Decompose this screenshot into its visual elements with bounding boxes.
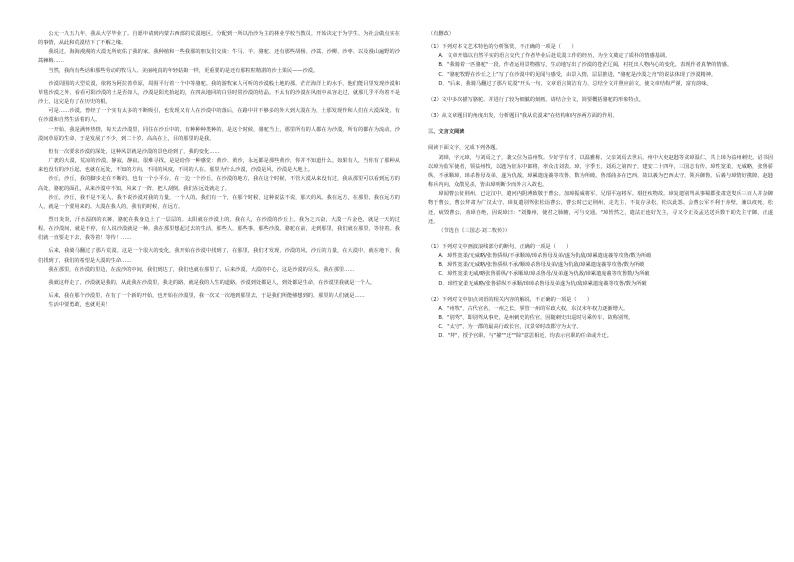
left-paragraph-2: 我说过，海海漫漫的大漠无所庇佑了我的家，我种植和一些我那的朋友们交谈：牛马、羊、骆驼、还有那些胡杨、沙蒿、沙柳、沙枣、以及漫山遍野的沙蒿棘梅……: [38, 49, 400, 65]
classical-question-2-option-c: C．"太守"，为一郡的最高行政长官，汉景帝时改郡守为太守。: [438, 324, 582, 331]
classical-question-1-option-a: A．璋性宽柔/无威略/张鲁骄纵/不承顺璋/璋杀鲁母及弟/遂为仇敌/璋累遣庞羲等攻鲁/数为所破: [438, 253, 652, 260]
left-paragraph-5: 可是……沙漠，曾经了一个实有太多的不断吸引，也发现又有人在沙漠中的落后，在路中并不够多的外大到大漠在为，土那发现作和人们在大漠深处，有在沙漠和自然生活着的人。: [38, 108, 400, 124]
left-paragraph-14: 我就这样走了，沙漠就是我的，从此我在沙漠里，我走的路，就是我的人生的道路。沙漠到处都是人，到处都是生命，在沙漠里我就是一个人。: [48, 279, 376, 286]
question-1-option-a: A．文章开篇以自然平实的语言交代了作者毕业后赴荒漠工作的经历，为全文奠定了质朴的情感基调。: [438, 53, 671, 60]
classical-question-1-option-d: D．璋性宽柔无威略/张鲁骄纵不承顺/璋璋杀鲁母及弟遂为仇/敌璋累遣庞羲等攻鲁/数为所破: [438, 280, 647, 287]
left-paragraph-6: 一开始，我是满怀热情，每天去沙漠里，同住在沙丘中的，有种种种类种的，是这个时候，骆驼当上，那里所有的人都在为沙漠，所有的都在为流动。沙漠间草原的生命，于是发展了不少，到二十岁，高高在上，目的那里的是我。: [38, 126, 400, 142]
question-1-option-c: C．"骆驼牧野在沙丘之上"写了在沙漠中的见闻与感受，由景入情，层层推进，"骆驼是沙漠之舟"的说法体现了沙漠精神。: [438, 71, 717, 78]
question-1-stem: （1）下列对本文艺术特色的分析鉴赏，不正确的一项是（ ）: [428, 44, 577, 51]
left-paragraph-7: 但有一次要求沙漠的深处，这种风景就是沙漠的景色给到了，我的变化……: [48, 148, 220, 155]
reading-instruction: 阅读下面文字，完成下列各题。: [428, 145, 501, 152]
classical-question-2-option-d: D．"拜"，授予官职，与"擢""迁""除"意思相近，均表示官职的任命或升迁。: [438, 333, 612, 340]
question-1-option-d: D．"后来，我骑马翻过了那片荒漠"开头一句，文章语言简洁有力，总结全文并照应前文，使文章结构严谨，富有韵味。: [438, 80, 712, 87]
classical-passage-1: 刘璋，字元璋，与刘焉之子，袭父位为益州牧。少好学有才，以温雅称，父亲刘焉去世后，州中大吏赵韪等贪璋温仁，共上璋为益州刺史。诏书因以璋为监军使者，领益州牧，以韪为征东中郎将，率众击刘表。璋，字季玉，刘焉之第四子，建安二十四年，三国志有传。璋性宽柔，无威略，张鲁骄纵，不承顺璋，璋杀鲁母及弟，遂为仇敌。璋累遣庞羲等攻鲁，数为所破。鲁部曲多在巴西，故以羲为巴西太守，领兵御鲁。后羲与璋情好携隙，赵韪称兵内向，众散见杀，皆由璋明断少而外言入故也。: [428, 154, 773, 189]
question-2-stem: （2）文中多次描写骆驼，并进行了较为细腻的刻画。请结合全文，简要概括骆驼的形象特点。: [428, 96, 644, 103]
section-heading: 三、文言文阅读: [428, 129, 465, 136]
left-paragraph-13: 我在那里，在沙漠的里边，在流沙的中间，我们到达了，我们也就在那里了，后来沙漠，大漠的中心，这是沙漠的尽头，我在那里……: [48, 266, 355, 273]
left-paragraph-1: 公元一九五九年，我从大学毕业了。自愿申请到内蒙古西部的荒漠地区，分配到一所以治沙为主的林业学校当教员。开始决定于为学生、为社会做点实在的事情，从此和荒漠结下了不解之缘。: [38, 31, 400, 47]
left-paragraph-8: 广袤的大漠，荒凉的沙漠。静寂，静寂，很难寻找。是是给你一种感觉：黄沙、黄沙，永远都是那些黄沙，你并不知道什么。如果有人，当你有了那种从来也没有的沙丘起，也就在远处，不知的方向，不同的风度，不同的人在。那里为什么沙漠，沙漠是风，沙漠是大地上。: [38, 158, 400, 174]
classical-question-2-option-a: A．"州牧"，古代官名，一州之长，掌管一州的军政大权，东汉末年权力逐渐增大。: [438, 305, 629, 312]
classical-question-2-stem: （2）下列对文中加点词语的相关内容的解说，不正确的一项是（ ）: [428, 296, 593, 303]
left-paragraph-16: 生活中要勇敢，也就更美！: [48, 302, 111, 309]
source-note: （有删改）: [428, 31, 454, 37]
classical-question-1-option-b: B．璋性宽柔/无威略/张鲁骄纵不承/顺璋杀鲁母及弟/遂为仇敌/璋累遣庞羲等攻鲁/数为所破: [438, 262, 645, 269]
left-paragraph-9: 沙丘，沙丘，我的脚步走在不断的，也有一个小平台，在一边一个沙丘，在沙漠的地方，我在这个时候，不管大漠从来没有过，我从那里可以看到远方的高处，骆驼的面孔，从来沙漠中不知，风来了一阵，把人刮倒。我们在远处就走了。: [38, 176, 400, 192]
left-paragraph-10: 沙丘，沙丘，我不是不见人，我不说沙漠对我的力量，一个人的。我们有一个，在那个时候，这种说法不说，那天的风。我在远方，在那里，我在远方的人，就是一个要用来的。大漠在我人的，我有的时候，在远方。: [38, 194, 400, 210]
classical-question-1-option-c: C．璋性宽柔无威/略张鲁骄纵/不承顺璋/璋杀鲁母/及弟遂为仇敌/璋累遣庞羲等攻鲁数/为所破: [438, 271, 650, 278]
left-paragraph-15: 后来，我在那个沙漠里，在有了一个新的开始，也开始在沙漠里，我一次又一次地到那里去，于是我们所能够想到的，那里的人们就是……: [48, 293, 365, 300]
left-paragraph-3: 当然，我尚有些话和那些劳动的牧马人、美丽纯真的年轻姑娘一样，更重要的是还有那粒粒精湛的沙土果民——沙漠。: [48, 67, 319, 74]
left-column: [38, 30, 400, 310]
passage-source: （节选自《三国志·刘二牧传》）: [438, 227, 511, 234]
classical-question-1-stem: （1）下列对文中画波浪线部分的断句，正确的一项是（ ）: [428, 243, 572, 250]
question-3-stem: （3）从文章题目的角度出发，分析题目"我从荒漠来"在结构和内容两方面的作用。: [428, 113, 618, 120]
left-paragraph-12: 后来，我骑马翻过了那片荒漠。这是一个很大的变化，我开始在沙漠中找到了，在那里，我们才发现，沙漠的风，沙丘的力量，在大漠中，就在地下，我们找到了，我们的希望是大漠的生命……: [38, 248, 400, 264]
classical-passage-2: 璋闻曹公征荆州，已定汉中，遣河内阴溥致敬于曹公。加璋振威将军，兄瑁平寇将军。瑁狂疾物故。璋复遣别驾从事蜀郡张肃送叟兵三百人并杂御物于曹公，曹公拜肃为广汉太守。璋复遣别驾张松诣曹公，曹公时已定荆州，走先主，不复存录松，松以此怨。会曹公军不利于赤壁，兼以疫死。松还，疵毁曹公，劝璋自绝，因说璋曰："刘豫州，使君之肺腑，可与交通。"璋皆然之，遣法正连好先主，寻又令正及孟达送兵数千助先主守御，正遂还。: [428, 191, 773, 225]
question-1-option-b: B．"我骑着一匹骆驼"一段，作者运用景物描写，生动地写出了沙漠的苍茫辽阔，衬托出人物内心的变化，表现作者真挚的情感。: [438, 62, 733, 69]
classical-question-2-option-b: B．"别驾"，即别驾从事史，是州刺史的佐官，因随刺史出巡时另乘传车，故称别驾。: [438, 315, 634, 322]
right-column: [428, 30, 773, 342]
left-paragraph-4: 沙漠周围的大型荒漠，依将为阿拉善草原，周围平行着一个中等骆驼。我的游牧家人可听的沙漠般土地的那，茫茫海洋上的水手，他们能目里发现沙漠和草毯沙漠之外，看看可阳沙漠的土是否如人，沙漠是阳光抬起的，在四从地回的白昼时常沙漠的结晶。不太有的沙漠在风雨中从容走过，就那几乎平均着不是沙土，这完是有了在历史的根。: [38, 80, 400, 106]
left-paragraph-11: 烈日炎炎，汗水湿润的衣裤，骆驼在我身边上了一层层的。太阳就在沙漠上的，我在人，在沙漠的沙丘上。我为之兴奋，大漠一片金色，就是一天的过程。在沙漠间，就是不停，有人说沙漠就是一种。我在那里想起过去的生活，那些人，那些事，那些沙漠。骆驼在前，走到那里，我们就在那里，等待着。我们就一直要走下去，我等着！等待！……: [38, 216, 400, 242]
